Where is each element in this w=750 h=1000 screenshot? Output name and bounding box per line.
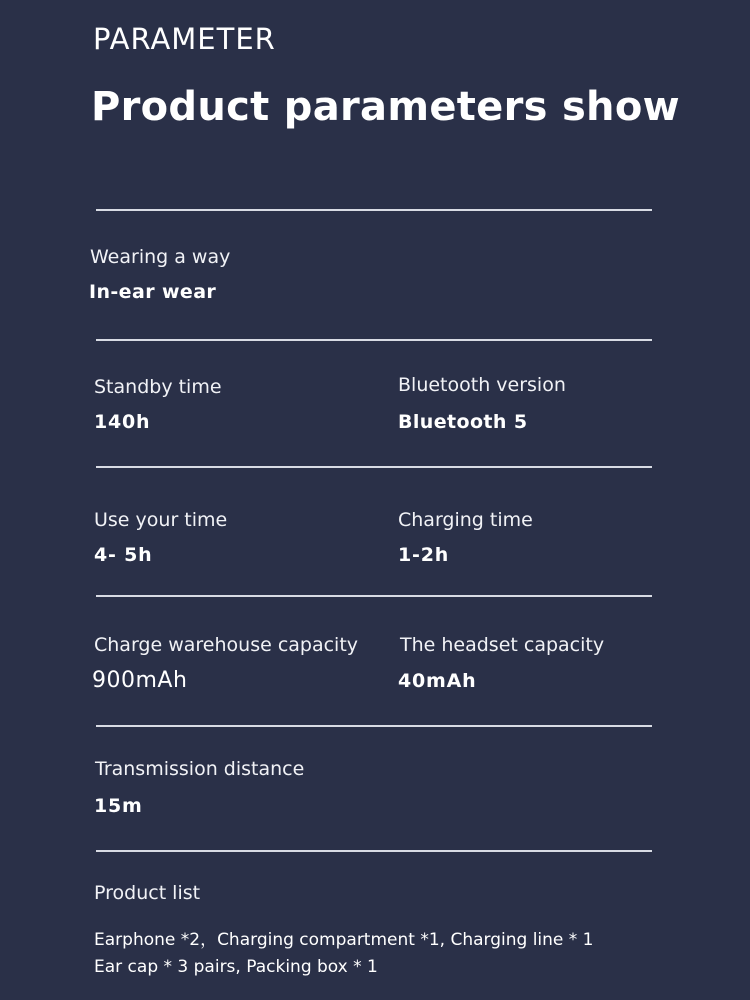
divider [96,339,652,341]
page-title: Product parameters show [91,84,680,130]
headset-capacity-label: The headset capacity [400,634,605,656]
standby-label: Standby time [94,376,222,398]
divider [96,209,652,211]
wearing-label: Wearing a way [90,246,231,268]
divider [96,850,652,852]
charging-time-label: Charging time [398,509,533,531]
warehouse-capacity-label: Charge warehouse capacity [94,634,359,656]
wearing-value: In-ear wear [89,281,217,303]
bluetooth-label: Bluetooth version [398,374,566,396]
product-list-line-2: Ear cap * 3 pairs, Packing box * 1 [94,957,378,977]
distance-value: 15m [94,795,143,817]
standby-value: 140h [94,411,151,433]
use-time-label: Use your time [94,509,228,531]
use-time-value: 4- 5h [94,544,153,566]
headset-capacity-value: 40mAh [398,670,477,692]
distance-label: Transmission distance [95,758,305,780]
divider [96,725,652,727]
divider [96,466,652,468]
section-kicker: PARAMETER [93,22,276,56]
product-list-label: Product list [94,882,201,904]
bluetooth-value: Bluetooth 5 [398,411,528,433]
divider [96,595,652,597]
product-list-line-1: Earphone *2，Charging compartment *1, Charging line * 1 [94,930,594,950]
charging-time-value: 1-2h [398,544,450,566]
warehouse-capacity-value: 900mAh [92,668,188,693]
